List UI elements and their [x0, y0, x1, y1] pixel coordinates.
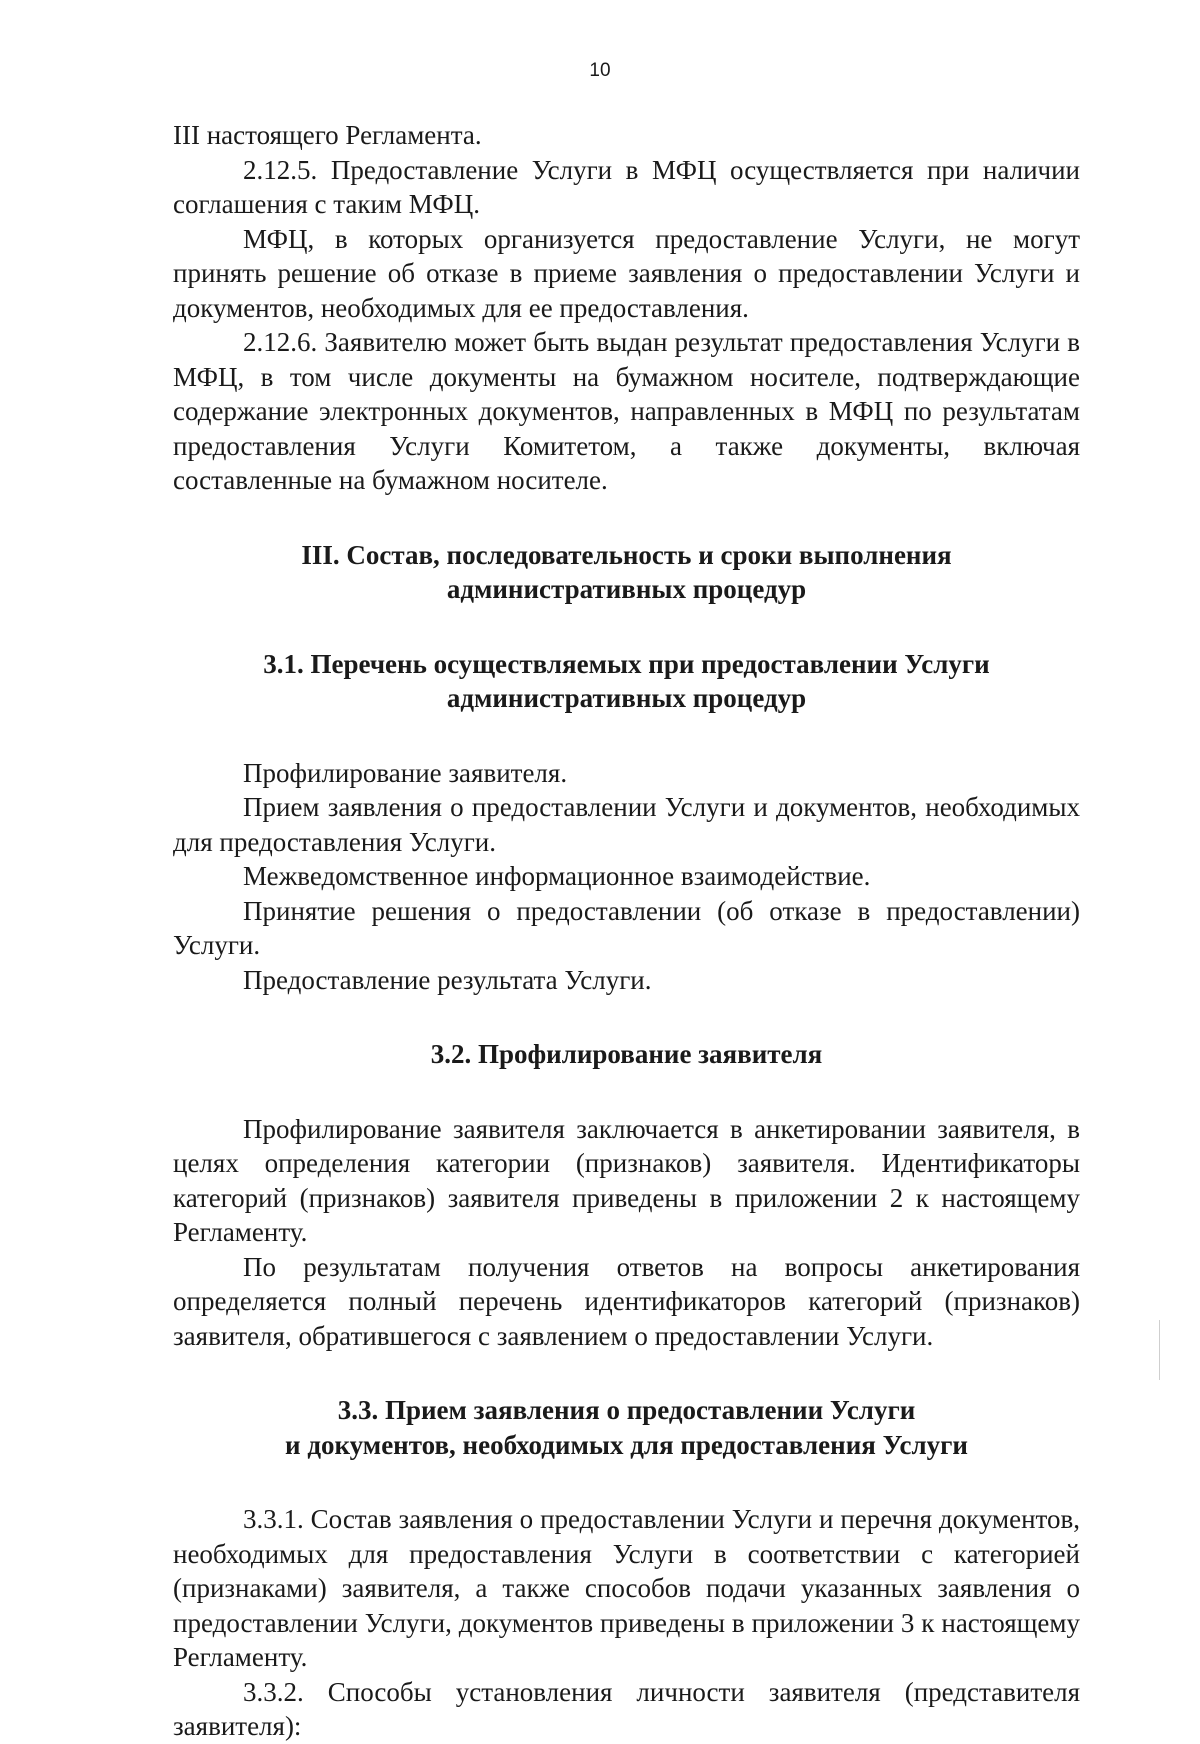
section-heading-3-3-line2: и документов, необходимых для предоставления Услуги [285, 1429, 968, 1460]
page-number: 10 [589, 60, 611, 81]
page-edge-mark [1159, 1320, 1160, 1380]
section-heading-3-2 [173, 1037, 1080, 1072]
paragraph-mfc-refusal: МФЦ, в которых организуется предоставление Услуги, не могут принять решение об отказе в приеме заявления о предоставлении Услуги и документов, необходимых для ее предоставления. [173, 223, 1080, 323]
section-heading-3-1-line1: 3.1. Перечень осуществляемых при предоставлении Услуги [263, 648, 990, 679]
procedure-item-4: Принятие решения о предоставлении (об отказе в предоставлении) Услуги. [173, 895, 1080, 960]
paragraph-2-12-5: 2.12.5. Предоставление Услуги в МФЦ осуществляется при наличии соглашения с таким МФЦ. [173, 154, 1080, 219]
procedure-item-3: Межведомственное информационное взаимодействие. [243, 861, 871, 891]
section-heading-3-2-line1: 3.2. Профилирование заявителя [430, 1039, 823, 1069]
section-heading-iii [173, 538, 1080, 607]
section-heading-3-1 [173, 647, 1080, 716]
section-heading-3-3 [173, 1393, 1080, 1462]
section-heading-3-1-line2: административных процедур [446, 683, 807, 713]
document-body [173, 118, 1080, 1744]
paragraph-3-3-1: 3.3.1. Состав заявления о предоставлении Услуги и перечня документов, необходимых для предоставления Услуги в соответствии с категорией (признаками) заявителя, а также способов подачи указанных заявления о предоставлении Услуги, документов приведены в приложении 3 к настоящему Регламенту. [173, 1504, 1080, 1672]
paragraph-3-2-profiling: Профилирование заявителя заключается в анкетировании заявителя, в целях определения категории (признаков) заявителя. Идентификаторы категорий (признаков) заявителя приведены в приложении 2 к настоящему Регламенту. [173, 1113, 1080, 1247]
paragraph-continuation: III настоящего Регламента. [173, 120, 482, 150]
section-heading-3-3-line1: 3.3. Прием заявления о предоставлении Услуги [337, 1395, 916, 1425]
procedure-item-5: Предоставление результата Услуги. [243, 964, 652, 995]
section-heading-iii-line2: административных процедур [446, 574, 807, 604]
procedure-item-1: Профилирование заявителя. [243, 757, 568, 788]
procedure-item-2: Прием заявления о предоставлении Услуги и документов, необходимых для предоставления Услуги. [173, 792, 1080, 857]
section-heading-iii-line1: III. Состав, последовательность и сроки выполнения [301, 539, 952, 570]
paragraph-2-12-6: 2.12.6. Заявителю может быть выдан результат предоставления Услуги в МФЦ, в том числе документы на бумажном носителе, подтверждающие содержание электронных документов, направленных в МФЦ по результатам предоставления Услуги Комитетом, а также документы, включая составленные на бумажном носителе. [173, 327, 1080, 495]
paragraph-3-3-2: 3.3.2. Способы установления личности заявителя (представителя заявителя): [173, 1676, 1080, 1741]
paragraph-3-2-results: По результатам получения ответов на вопросы анкетирования определяется полный перечень идентификаторов категорий (признаков) заявителя, обратившегося с заявлением о предоставлении Услуги. [173, 1251, 1080, 1351]
